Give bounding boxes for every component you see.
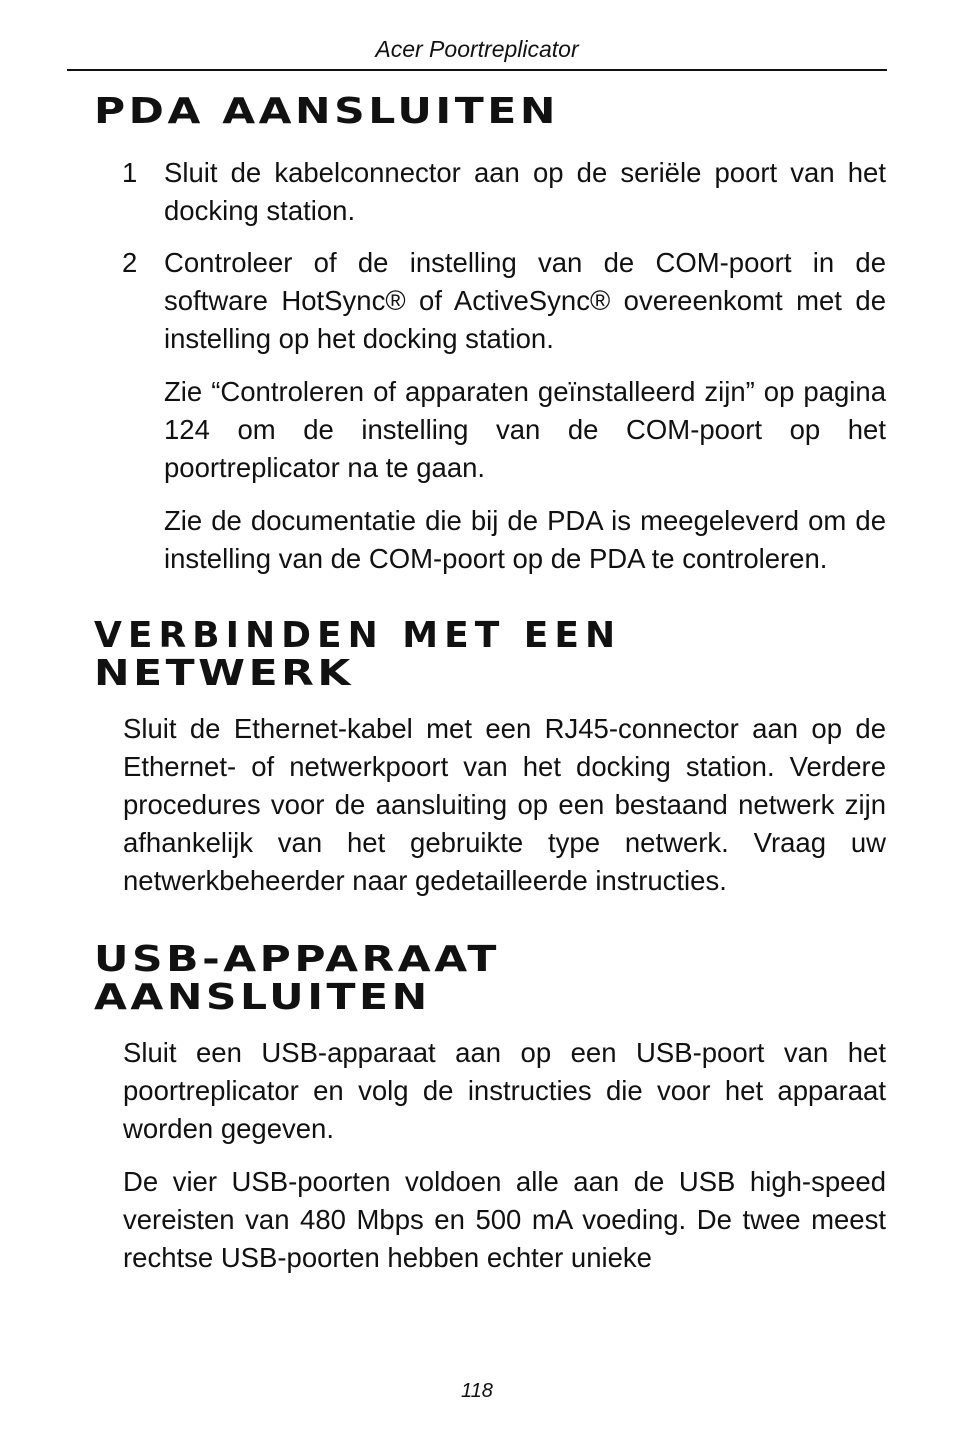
- heading-line: AANSLUITEN: [94, 977, 431, 1018]
- page-content: [94, 86, 886, 1277]
- step-note: Zie de documentatie die bij de PDA is meegeleverd om de instelling van de COM-poort op de PDA te controleren.: [164, 505, 886, 574]
- body-paragraph: Sluit een USB-apparaat aan op een USB-poort van het poortreplicator en volg de instructies die voor het apparaat worden gegeven.: [123, 1037, 886, 1144]
- body-paragraph: Sluit de Ethernet-kabel met een RJ45-connector aan op de Ethernet- of netwerkpoort van het docking station. Verdere procedures voor de aansluiting op een bestaand netwerk zijn afhankelijk van het gebruikte type netwerk. Vraag uw netwerkbeheerder naar gedetailleerde instructies.: [123, 713, 886, 896]
- step-note: Zie “Controleren of apparaten geïnstalleerd zijn” op pagina 124 om de instelling van de COM-poort op het poortreplicator na te gaan.: [164, 376, 886, 483]
- heading-line: NETWERK: [94, 653, 354, 694]
- step-item: [94, 244, 886, 358]
- section-heading-usb: [94, 939, 886, 1018]
- heading-line: VERBINDEN MET EEN: [94, 615, 622, 656]
- step-text: Controleer of de instelling van de COM-poort in de software HotSync® of ActiveSync® overeenkomt met de instelling op het docking station.: [164, 247, 886, 354]
- running-header: Acer Poortreplicator: [375, 36, 579, 62]
- step-text: Sluit de kabelconnector aan op de seriële poort van het docking station.: [164, 157, 886, 226]
- step-number: 1: [122, 157, 138, 188]
- section-heading-pda: PDA AANSLUITEN: [94, 91, 559, 132]
- page-number: 118: [461, 1380, 493, 1402]
- header-divider: [67, 69, 887, 71]
- heading-line: USB-APPARAAT: [94, 939, 500, 980]
- body-paragraph: De vier USB-poorten voldoen alle aan de USB high-speed vereisten van 480 Mbps en 500 mA voeding. De twee meest rechtse USB-poorten hebben echter unieke: [123, 1166, 886, 1273]
- section-heading-netwerk: [94, 615, 886, 694]
- step-item: [94, 154, 886, 230]
- step-number: 2: [122, 247, 138, 278]
